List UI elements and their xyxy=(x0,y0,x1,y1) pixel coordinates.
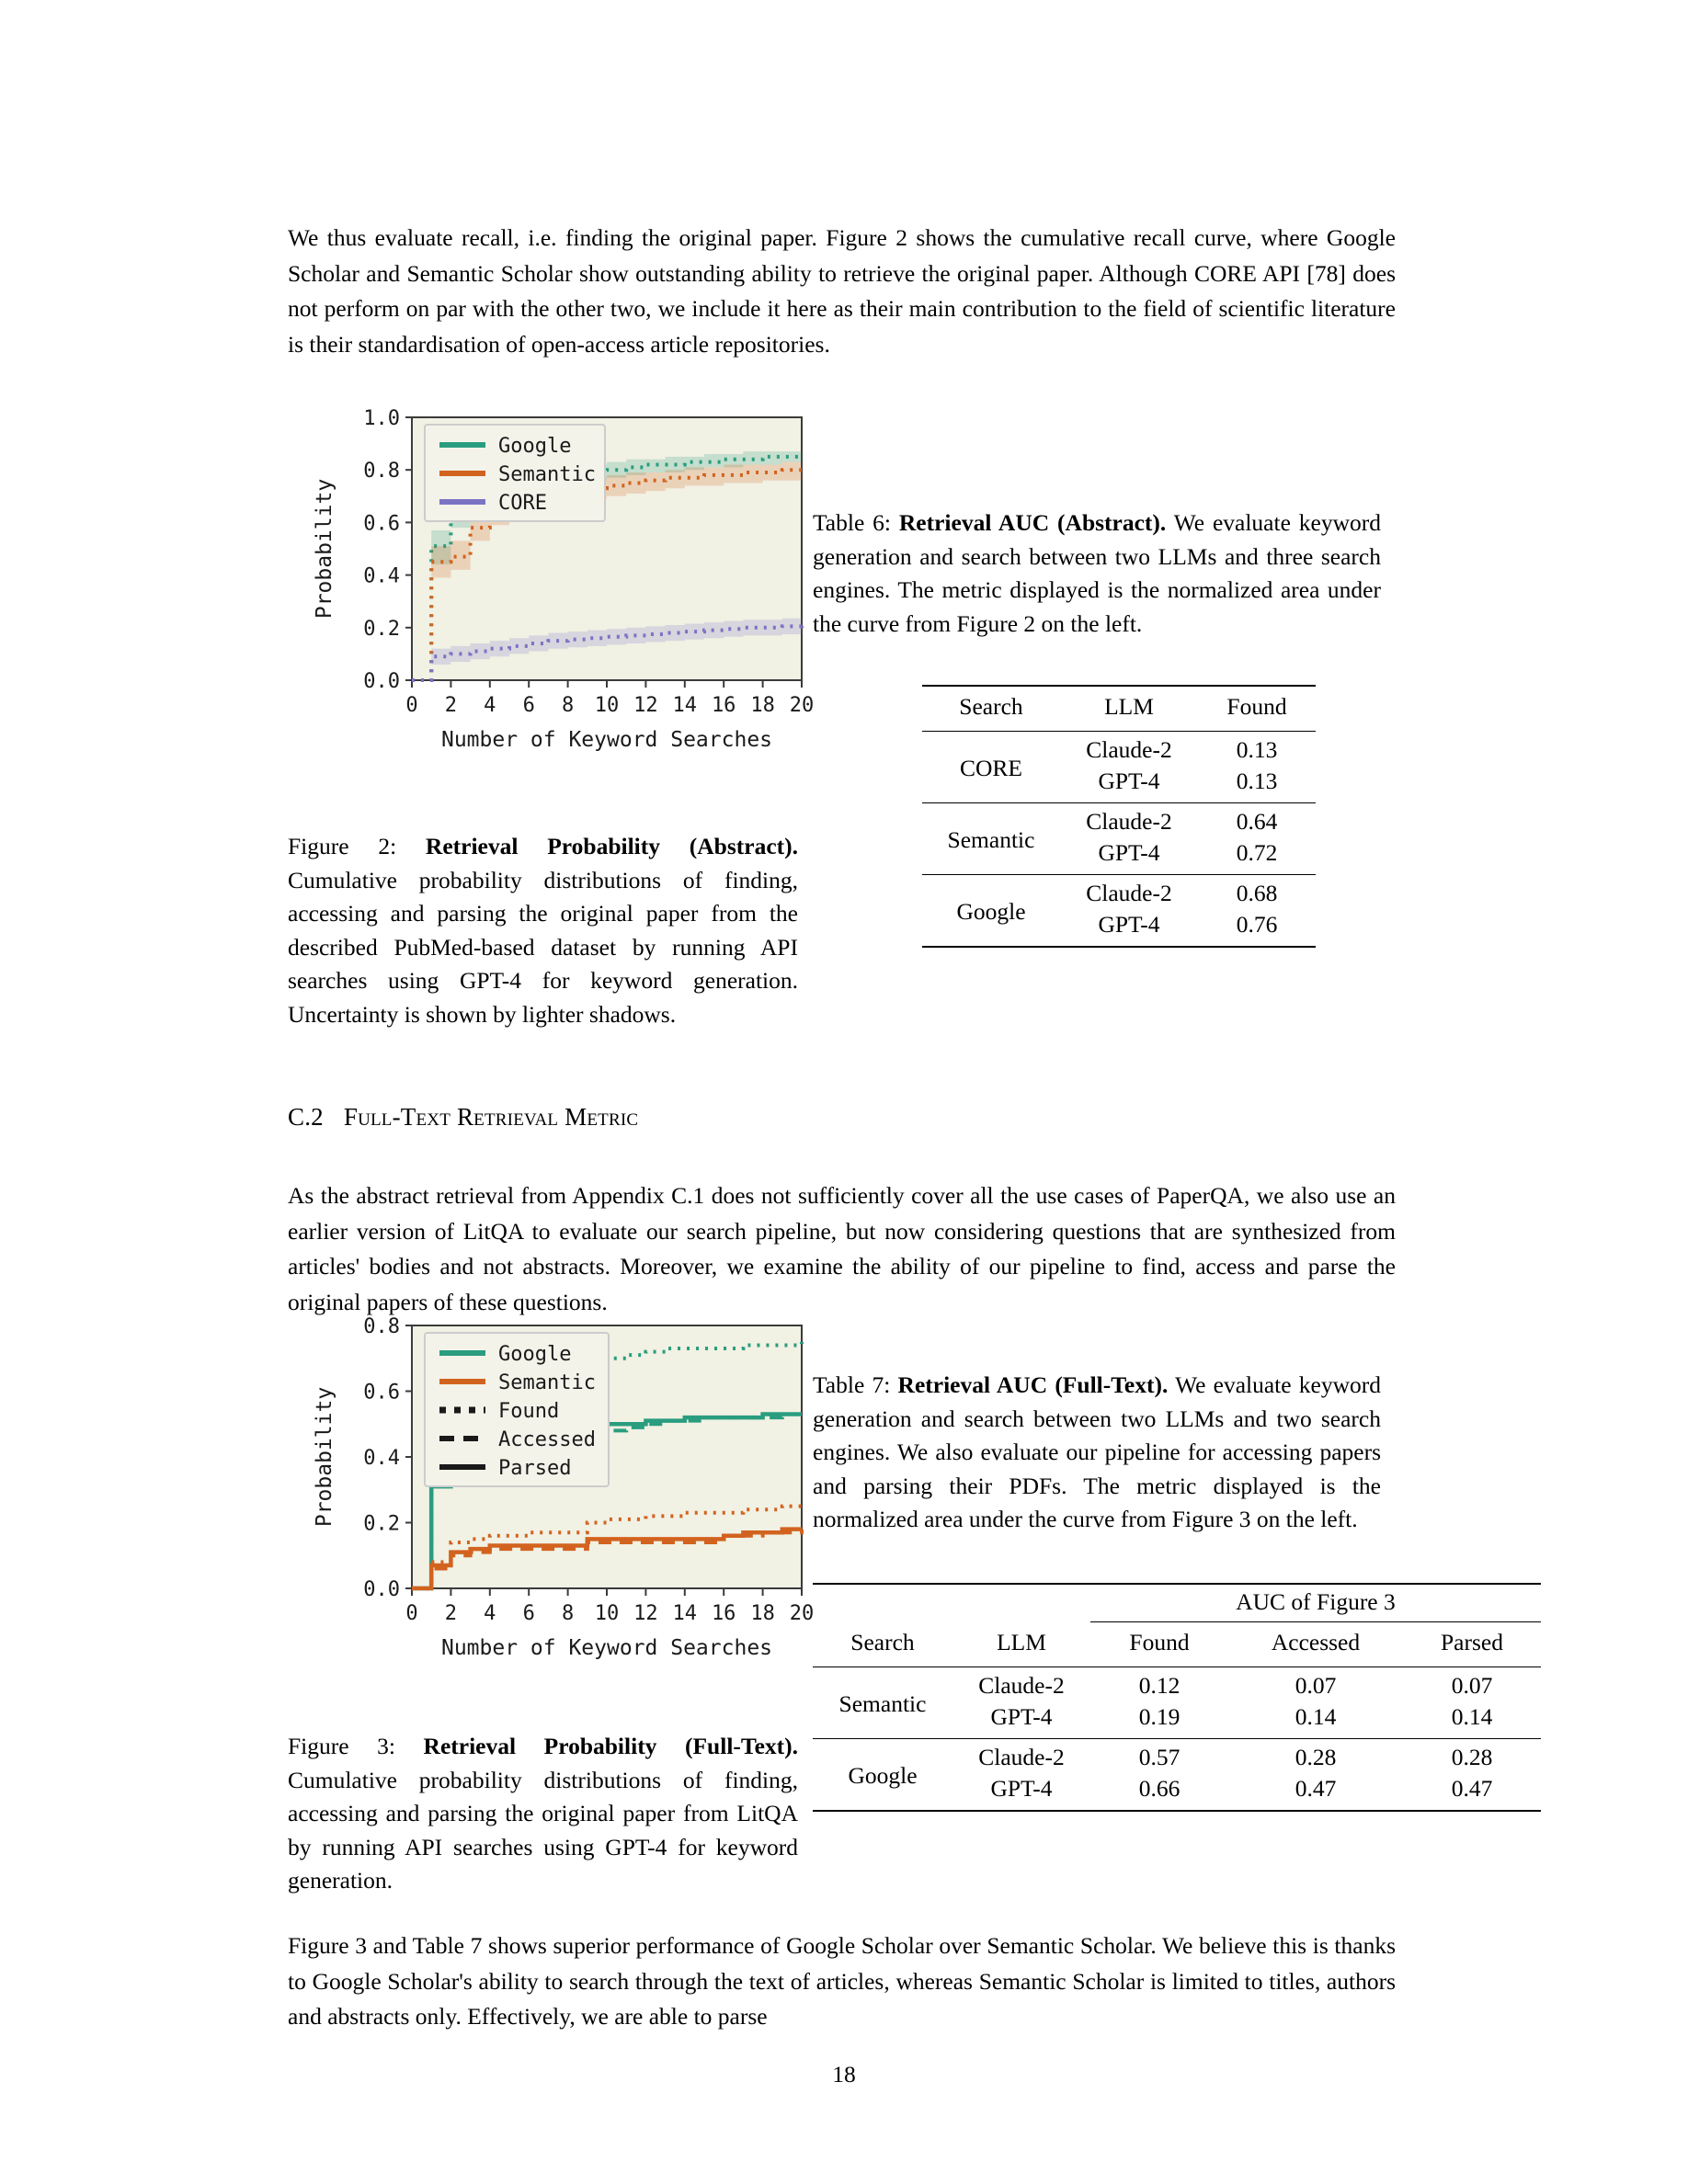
table-7-caption-label: Table 7: xyxy=(813,1371,891,1398)
table-7-group-semantic: Semantic xyxy=(838,1689,927,1717)
table-6-cell-found: 0.72 xyxy=(1236,839,1278,866)
table-6-cell-llm: Claude-2 xyxy=(1086,880,1172,906)
svg-text:0.2: 0.2 xyxy=(363,617,400,641)
svg-text:10: 10 xyxy=(594,1602,620,1625)
svg-text:18: 18 xyxy=(750,694,775,717)
table-6-group-core: CORE xyxy=(959,754,1022,781)
table-7-header-row xyxy=(813,1622,1541,1667)
table-row xyxy=(922,732,1316,768)
svg-text:2: 2 xyxy=(444,1602,458,1625)
table-7-col-found: Found xyxy=(1129,1629,1190,1655)
svg-text:12: 12 xyxy=(633,1602,658,1625)
svg-text:0.0: 0.0 xyxy=(363,670,400,693)
svg-text:4: 4 xyxy=(484,694,496,717)
svg-text:0.8: 0.8 xyxy=(363,1315,400,1338)
svg-text:14: 14 xyxy=(672,694,698,717)
svg-text:Parsed: Parsed xyxy=(498,1457,572,1480)
table-7-cell-found: 0.12 xyxy=(1138,1672,1180,1699)
table-7-col-accessed: Accessed xyxy=(1271,1629,1361,1655)
table-6-header-row xyxy=(922,686,1316,732)
table-7-col-parsed: Parsed xyxy=(1441,1629,1503,1655)
closing-paragraph: Figure 3 and Table 7 shows superior performance of Google Scholar over Semantic Scholar. We believe this is thanks to Google Scholar's ability to search through the text of articles, whereas Semantic Scholar is limited to titles, authors and abstracts only. Effectively, we are able to parse xyxy=(288,1932,1396,2030)
table-6-caption-label: Table 6: xyxy=(813,509,891,536)
svg-text:0.6: 0.6 xyxy=(363,1381,400,1405)
table-6-cell-llm: GPT-4 xyxy=(1098,768,1160,794)
figure-3-plot xyxy=(303,1313,814,1703)
table-6-col-found: Found xyxy=(1226,693,1287,720)
svg-text:20: 20 xyxy=(789,1602,814,1625)
svg-text:Number of Keyword Searches: Number of Keyword Searches xyxy=(440,728,773,752)
intro-paragraph-block xyxy=(288,221,1396,362)
svg-text:1.0: 1.0 xyxy=(363,407,400,430)
table-7-cell-accessed: 0.14 xyxy=(1295,1703,1337,1730)
svg-text:Google: Google xyxy=(498,1343,572,1366)
svg-text:0: 0 xyxy=(405,694,418,717)
svg-text:8: 8 xyxy=(561,1602,575,1625)
table-7-cell-accessed: 0.07 xyxy=(1295,1672,1337,1699)
svg-text:0: 0 xyxy=(405,1602,418,1625)
svg-text:20: 20 xyxy=(789,694,814,717)
table-6-cell-llm: Claude-2 xyxy=(1086,736,1172,763)
figure-3-svg xyxy=(303,1313,814,1699)
svg-text:12: 12 xyxy=(633,694,658,717)
table-6-cell-llm: Claude-2 xyxy=(1086,808,1172,835)
intro-paragraph: We thus evaluate recall, i.e. finding the original paper. Figure 2 shows the cumulative recall curve, where Google Scholar and Semantic Scholar show outstanding ability to retrieve the original paper. Although CORE API [78] does not perform on par with the other two, we include it here as their main contribution to the field of scientific literature is their standardisation of open-access article repositories. xyxy=(288,224,1396,358)
figure-3-caption xyxy=(288,1730,798,1898)
table-6-cell-llm: GPT-4 xyxy=(1098,839,1160,866)
table-7-caption-title: Retrieval AUC (Full-Text). xyxy=(897,1371,1169,1398)
table-7-col-llm: LLM xyxy=(997,1628,1046,1655)
svg-text:0.6: 0.6 xyxy=(363,512,400,536)
svg-text:0.0: 0.0 xyxy=(363,1578,400,1601)
figure-2-caption-label: Figure 2: xyxy=(288,833,397,859)
svg-text:18: 18 xyxy=(750,1602,775,1625)
table-6-caption-text: We evaluate keyword generation and search between two LLMs and three search engines. The metric displayed is the normalized area under the curve from Figure 2 on the left. xyxy=(813,509,1382,637)
svg-text:Number of Keyword Searches: Number of Keyword Searches xyxy=(440,1636,773,1660)
figure-2-svg xyxy=(303,404,814,791)
c2-paragraph-block xyxy=(288,1178,1396,1320)
svg-text:6: 6 xyxy=(522,1602,535,1625)
table-7-cell-parsed: 0.14 xyxy=(1451,1703,1493,1730)
table-row xyxy=(922,875,1316,911)
table-7-col-search: Search xyxy=(850,1628,915,1655)
table-6-col-search: Search xyxy=(959,693,1023,720)
table-7 xyxy=(813,1583,1541,1812)
table-7-cell-accessed-best: 0.47 xyxy=(1295,1775,1337,1802)
figure-2-plot xyxy=(303,404,814,795)
figure-3-caption-text: Cumulative probability distributions of finding, accessing and parsing the original paper from LitQA by running API searches using GPT-4 for keyword generation. xyxy=(288,1766,798,1894)
svg-text:2: 2 xyxy=(444,694,458,717)
table-7-cell-llm: Claude-2 xyxy=(978,1744,1065,1770)
table-7-group-header-row xyxy=(813,1584,1541,1622)
table-7-cell-found: 0.19 xyxy=(1138,1703,1180,1730)
svg-text:Google: Google xyxy=(498,435,572,458)
section-number: C.2 xyxy=(288,1103,324,1131)
table-7-group-google: Google xyxy=(848,1761,918,1789)
svg-text:0.2: 0.2 xyxy=(363,1512,400,1536)
table-7-cell-llm: GPT-4 xyxy=(990,1703,1053,1730)
svg-text:14: 14 xyxy=(672,1602,698,1625)
table-7-cell-found: 0.57 xyxy=(1138,1744,1180,1770)
table-7-group-spacer-2 xyxy=(952,1584,1090,1622)
svg-text:Semantic: Semantic xyxy=(498,1371,596,1394)
svg-text:16: 16 xyxy=(711,694,736,717)
figure-3-caption-title: Retrieval Probability (Full-Text). xyxy=(423,1733,798,1759)
table-7-caption-text: We evaluate keyword generation and search between two LLMs and two search engines. We also evaluate our pipeline for accessing papers and parsing their PDFs. The metric displayed is the normalized area under the curve from Figure 3 on the left. xyxy=(813,1371,1382,1532)
table-row xyxy=(922,803,1316,839)
svg-text:Accessed: Accessed xyxy=(498,1428,596,1451)
page-number: 18 xyxy=(832,2061,856,2087)
figure-2-caption-title: Retrieval Probability (Abstract). xyxy=(425,833,798,859)
table-6-cell-found: 0.13 xyxy=(1236,736,1278,763)
svg-text:0.4: 0.4 xyxy=(363,564,400,588)
closing-paragraph-block xyxy=(288,1928,1396,2035)
table-7-cell-llm: GPT-4 xyxy=(990,1775,1053,1802)
figure-3-caption-label: Figure 3: xyxy=(288,1733,395,1759)
table-7-group-auc: AUC of Figure 3 xyxy=(1090,1584,1541,1622)
svg-text:0.8: 0.8 xyxy=(363,460,400,483)
table-7-cell-parsed: 0.07 xyxy=(1451,1672,1493,1699)
table-7-caption xyxy=(813,1369,1381,1537)
figure-2-caption-text: Cumulative probability distributions of finding, accessing and parsing the original paper from the described PubMed-based dataset by running API searches using GPT-4 for keyword generation. Uncertainty is shown by lighter shadows. xyxy=(288,866,798,1028)
table-6 xyxy=(922,685,1316,948)
table-6-cell-found: 0.13 xyxy=(1236,768,1278,794)
table-7-cell-accessed: 0.28 xyxy=(1295,1744,1337,1770)
svg-text:6: 6 xyxy=(522,694,535,717)
table-6-cell-found: 0.68 xyxy=(1236,880,1278,906)
table-6-caption-title: Retrieval AUC (Abstract). xyxy=(898,509,1167,536)
svg-text:CORE: CORE xyxy=(498,492,547,515)
table-6-cell-found-best: 0.76 xyxy=(1236,911,1278,938)
figure-2-caption xyxy=(288,830,798,1031)
table-6-col-llm: LLM xyxy=(1104,693,1154,720)
table-6-cell-found: 0.64 xyxy=(1236,808,1278,835)
table-row xyxy=(813,1667,1541,1703)
svg-text:0.4: 0.4 xyxy=(363,1447,400,1470)
table-7-cell-parsed-best: 0.47 xyxy=(1451,1775,1493,1802)
table-6-group-google: Google xyxy=(956,897,1026,925)
c2-paragraph: As the abstract retrieval from Appendix C.1 does not sufficiently cover all the use cases of PaperQA, we also use an earlier version of LitQA to evaluate our search pipeline, but now considering questions that are synthesized from articles' bodies and not abstracts. Moreover, we examine the ability of our pipeline to find, access and parse the original papers of these questions. xyxy=(288,1182,1396,1315)
svg-text:Semantic: Semantic xyxy=(498,463,596,486)
svg-text:16: 16 xyxy=(711,1602,736,1625)
section-heading-c2 xyxy=(288,1103,638,1132)
table-7-cell-found-best: 0.66 xyxy=(1138,1775,1180,1802)
table-6-caption xyxy=(813,506,1381,641)
svg-text:8: 8 xyxy=(561,694,575,717)
table-7-cell-parsed: 0.28 xyxy=(1451,1744,1493,1770)
svg-text:10: 10 xyxy=(594,694,620,717)
svg-text:Found: Found xyxy=(498,1400,560,1423)
table-6-cell-llm: GPT-4 xyxy=(1098,911,1160,938)
table-7-cell-llm: Claude-2 xyxy=(978,1672,1065,1699)
svg-text:Probability: Probability xyxy=(313,478,336,620)
svg-text:4: 4 xyxy=(484,1602,496,1625)
section-title: Full-Text Retrieval Metric xyxy=(343,1103,639,1131)
table-7-group-spacer-1 xyxy=(813,1584,952,1622)
table-6-group-semantic: Semantic xyxy=(947,825,1035,853)
table-row xyxy=(813,1739,1541,1775)
svg-text:Probability: Probability xyxy=(313,1386,336,1528)
